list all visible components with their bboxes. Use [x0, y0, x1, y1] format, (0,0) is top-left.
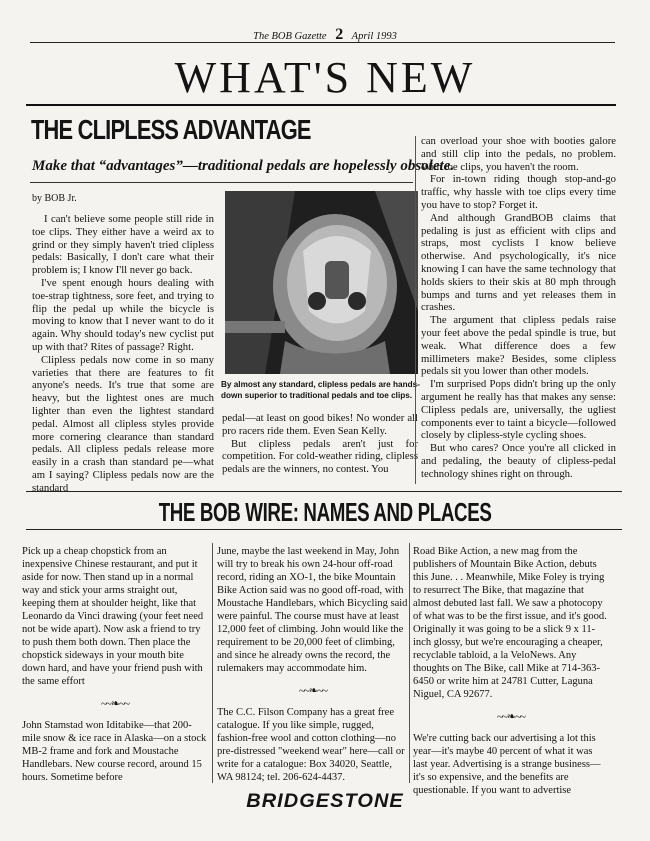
wire-title	[0, 497, 650, 528]
article-column-2	[222, 412, 418, 476]
paragraph: I've spent enough hours dealing with toe-strap tightness, sore feet, and trying to flip the pedal up while the bicycle is moving to know that I never want to do it again. Why should today's new cyclist put up with that? Rites of passage? Right.	[32, 276, 214, 353]
paragraph: And although GrandBOB claims that pedaling is just as efficient with clips and straps, most cyclists I know believe otherwise. And psychologically, it's nice knowing I can have the same technology that holds skiers to their skis at 80 mph through bumps and turns and yet releases them in crashes.	[421, 211, 616, 314]
wire-title-text: THE BOB WIRE: NAMES AND PLACES	[158, 497, 492, 527]
clipless-pedal-image	[225, 191, 418, 374]
article-title: THE CLIPLESS ADVANTAGE	[31, 114, 311, 145]
article-column-3	[421, 135, 616, 481]
article-column-1	[32, 213, 214, 495]
paragraph: For in-town riding though stop-and-go traffic, why hassle with toe clips every time you have to stop? Forget it.	[421, 173, 616, 211]
header-rule	[30, 42, 615, 43]
bridgestone-logo	[0, 791, 650, 813]
wire-rule-top	[26, 491, 622, 492]
ornament: ~~❧~~	[496, 711, 526, 723]
wire-item: Road Bike Action, a new mag from the publishers of Mountain Bike Action, debuts this June. . . Meanwhile, Mike Foley is trying to resurrect The Bike, that magazine that almost debuted last fall. We saw a photocopy of what was to be the first issue, and it's good. Originally it was going to be a slick 9 x 11-inch glossy, but we're encouraging a cheaper, recyclable tabloid, a la VeloNews. Any thoughts on The Bike, call Mike at 714-363-6450 or write him at 24781 Cutter, Laguna Niguel, CA 92677.	[413, 546, 607, 700]
wire-column-2	[217, 545, 409, 784]
paragraph: But clipless pedals aren't just for competition. For cold-weather riding, clipless pedals are the winners, no contest. You	[222, 437, 418, 476]
section-title: WHAT'S NEW	[174, 53, 476, 102]
paragraph: I can't believe some people still ride in toe clips. They either have a weird ax to grind or they simply haven't tried clipless pedals: Basically, I don't care what their problem is; I know I'll never go back.	[32, 213, 214, 277]
column-divider	[212, 543, 213, 783]
wire-column-1	[22, 545, 208, 784]
wire-item: We're cutting back our advertising a lot this year—it's maybe 40 percent of what it was last year. Advertising is a strange business—it's so expensive, and the benefits are questionable. If you want to advertise	[413, 733, 601, 796]
wire-item: The C.C. Filson Company has a great free catalogue. If you like simple, rugged, fashion-free wool and cotton clothing—no pre-distressed "weekend wear" here—call or write for a catalogue: Box 34020, Seattle, WA 98124; tel. 206-624-4437.	[217, 707, 405, 783]
issue-date: April 1993	[351, 31, 397, 42]
ornament: ~~❧~~	[298, 685, 328, 697]
article-subtitle: Make that “advantages”—traditional pedals are hopelessly obsolete.	[32, 158, 455, 174]
paragraph: I'm surprised Pops didn't bring up the only argument he really has that makes any sense: Clipless pedals are, universally, the ugliest components ever to taint a bicycle—followed closely by clipless-style cycling shoes.	[421, 378, 616, 442]
pedal-photo	[225, 191, 418, 374]
paragraph: Clipless pedals now come in so many varieties that there are features to fit anyone's needs. It's true that some are heavy, but the lightest ones are much lighter than even the lightest standard pedal. Almost all clipless styles provide more cornering clearance than standard pedals. All clipless pedals release more easily in a crash than standard pe—what am I saying? Clipless pedals now are the standard	[32, 353, 214, 494]
column-divider	[409, 543, 410, 783]
brand-wordmark: BRIDGESTONE	[246, 791, 404, 812]
ornament: ~~❧~~	[100, 698, 130, 710]
publication-name: The BOB Gazette	[253, 31, 327, 42]
photo-caption: By almost any standard, clipless pedals are hands-down superior to traditional pedals and toe clips.	[221, 380, 420, 400]
wire-rule-bottom	[26, 529, 622, 530]
paragraph: pedal—at least on good bikes! No wonder all pro racers ride them. Even Sean Kelly.	[222, 412, 418, 437]
section-rule	[26, 104, 616, 106]
byline: by BOB Jr.	[32, 193, 77, 204]
paragraph: can overload your shoe with booties galore and still clip into the pedals, no problem. With toe clips, you haven't the room.	[421, 135, 616, 173]
wire-item: June, maybe the last weekend in May, John will try to break his own 24-hour off-road record, riding an XO-1, the bike Mountain Bike Action said was no good off-road, with Moustache Handlebars, which Bicycling said were painful. The course must have at least 12,000 feet of climbing. John would like the requirement to be 20,000 feet of climbing, and since he already owns the record, the rulemakers may accommodate him.	[217, 546, 408, 674]
wire-item: Pick up a cheap chopstick from an inexpensive Chinese restaurant, and put it aside for now. Then stand up in a normal way and stick your arms straight out, keeping them at shoulder height, like that Leonardo da Vinci drawing (your feet need not be wide apart). Now ask a friend to try to push them both down. Then place the chopstick sideways in your mouth bite down hard, and have your friend push with the same effort	[22, 546, 204, 687]
paragraph: But who cares? Once you're all clicked in and pedaling, the beauty of clipless-pedal technology shines right on through.	[421, 442, 616, 480]
subtitle-rule	[30, 182, 413, 183]
wire-item: John Stamstad won Iditabike—that 200-mile snow & ice race in Alaska—on a stock MB-2 frame and fork and Moustache Handlebars. New course record, around 15 hours. Sometime before	[22, 720, 207, 783]
wire-column-3	[413, 545, 609, 797]
paragraph: The argument that clipless pedals raise your feet above the pedal spindle is true, but weak. What difference does a few millimeters make? Besides, some clipless pedals sit you lower than other models.	[421, 314, 616, 378]
column-divider	[415, 136, 416, 484]
page-number: 2	[335, 26, 344, 43]
